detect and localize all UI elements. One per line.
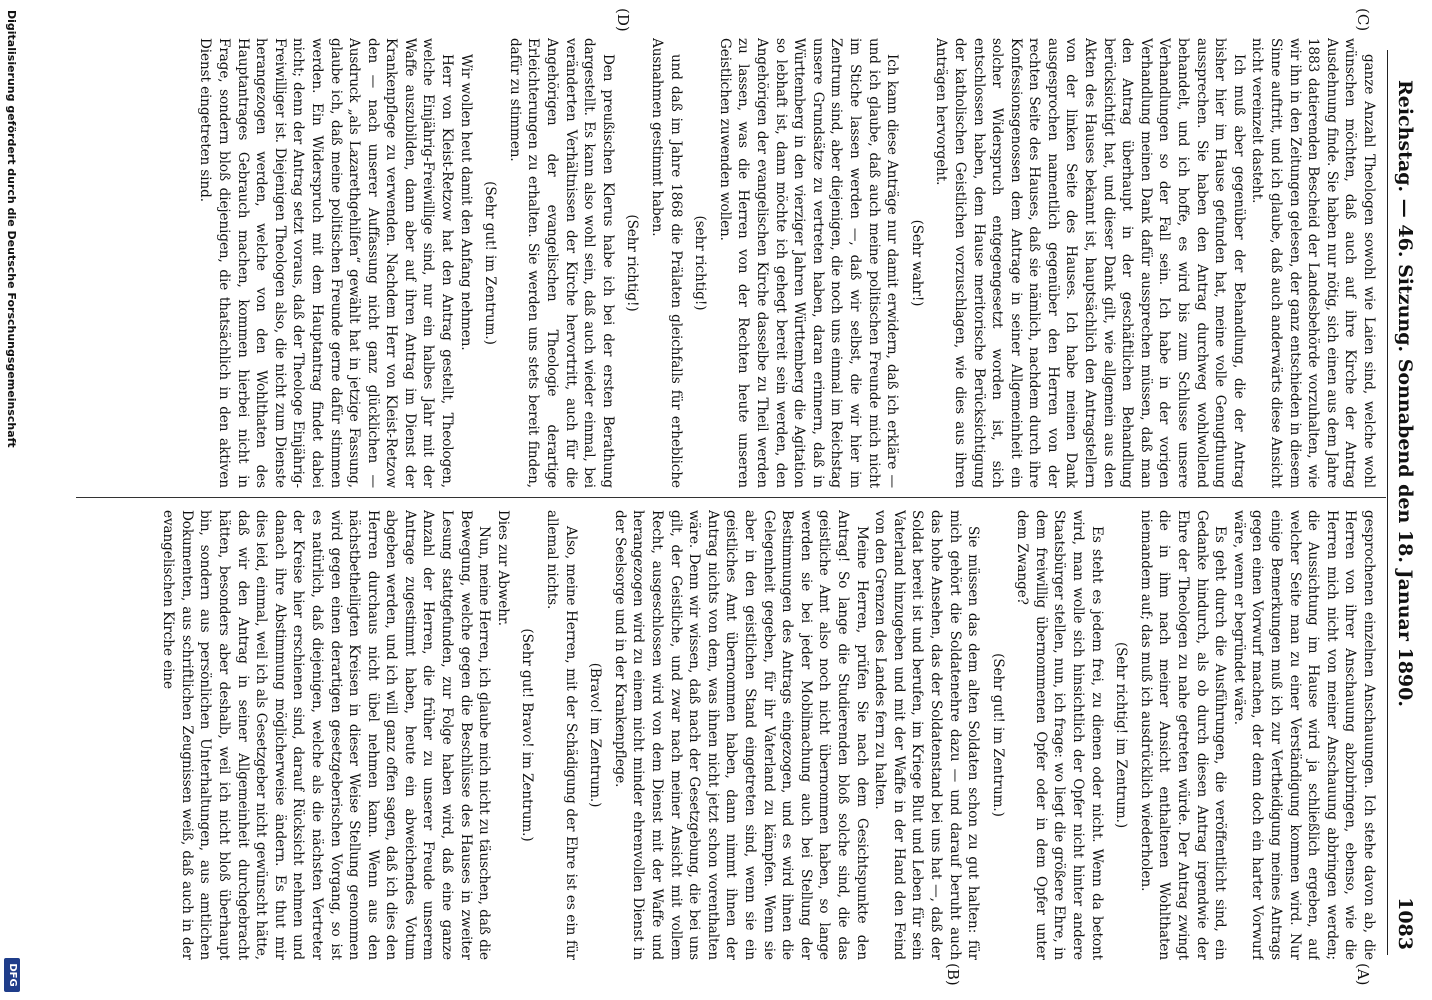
running-header [1388, 40, 1424, 960]
dfg-logo: DFG [4, 958, 20, 992]
margin-marker-d: (D) [614, 8, 632, 32]
margin-marker-a: (A) [1354, 963, 1372, 986]
right-column-interjection: (Sehr gut! Bravo! im Zentrum.) [519, 628, 536, 842]
right-column-paragraph: Also, meine Herren, mit der Schädigung der Ehre ist es ein für allemal nichts. [544, 510, 579, 960]
left-column-paragraph: Herr von Kleist-Retzow hat den Antrag gestellt, Theologen, welche Einjährig-Freiwillige sind, nur ein halbes Jahr mit der Waffe auszubilden, dann aber auf ihren Antrag im Dienst der Krankenpflege zu verwenden. Nachdem Herr von Kleist-Retzow den — nach unserer Auffassung nicht ganz glücklichen — Ausdruck „als Lazarethgehilfen“ gewählt hat in jetzige Fassung, glaube ich, daß meine politischen Freunde gerne dafür stimmen werden. Ein Widerspruch mit dem Hauptantrag findet dabei nicht; denn der Antrag setzt voraus, daß der Theologe Einjährig-Freiwilliger ist. Diejenigen Theologen also, die nicht zum Dienste herangezogen werden, welche von den Wohlthaten des Hauptantrages Gebrauch machen, kommen hierbei nicht in Frage, sondern bloß diejenigen, die thatsächlich in den aktiven Dienst eingetreten sind. [197, 38, 456, 488]
right-column-paragraph: Es steht es jedem frei, zu dienen oder nicht. Wenn da betont wird, man wolle sich hinsichtlich der Opfer nicht hinter andere Staatsbürger stellen, nun, ich frage: wo liegt die größere Ehre, in dem freiwillig übernommenen Opfer oder in dem Opfer unter dem Zwange? [1014, 510, 1105, 960]
left-column-paragraph: Ich muß aber gegenüber der Behandlung, die der Antrag bisher hier im Hause gefunden hat, meine volle Genugthuung aussprechen. Sie haben den Antrag durchweg wohlwollend behandelt, und ich hoffe, es wird bis zum Schlusse unsere Verhandlungen so der Fall sein. Ich habe in der vorigen Verhandlung meinen Dank dafür aussprechen müssen, daß man den Antrag überhaupt in der geschäftlichen Behandlung berücksichtigt hat, und dieser Dank gilt, wie allgemein aus den Akten des Hauses bekannt ist, hauptsächlich den Antragstellern von der linken Seite des Hauses. Ich habe meinen Dank ausgesprochen namentlich gegenüber den Herren von der rechten Seite des Hauses, daß sie nämlich, nachdem durch ihre Konfessionsgenossen dem Antrage in seiner Allgemeinheit ein solcher Widerspruch entgegengesetzt worden ist, sich entschlossen haben, dem Hause meritorische Berücksichtigung der katholischen Geistlichen vorzuschlagen, wie dies aus ihren Anträgen hervorgeht. [933, 38, 1247, 488]
left-column-interjection: (Sehr richtig!) [624, 214, 641, 312]
header-title: Reichstag. — 46. Sitzung. Sonnabend den 18. Januar 1890. [1394, 80, 1416, 707]
margin-marker-c: (C) [1354, 8, 1372, 32]
right-column-paragraph: gesprochenen einzelnen Anschauungen. Ich stehe davon ab, die Herren von ihrer Anschauung abzubringen, ebenso, wie die Herren mich nicht von meiner Anschauung abbringen werden; die Aussichtung im Hause wird ja schließlich ergeben, auf welcher Seite man zu einer Verständigung kommen wird. Nur einige Bemerkungen muß ich zur Vertheidigung meines Antrags gegen einen Vorwurf machen, der denn doch ein harter Vorwurf wäre, wenn er begründet wäre. [1230, 510, 1377, 960]
page-number: 1083 [1394, 897, 1416, 950]
right-column-paragraph: Dies zur Abwehr. [494, 510, 511, 627]
right-column-interjection: (Sehr richtig! im Zentrum.) [1113, 641, 1130, 829]
right-column-interjection: (Bravo! im Zentrum.) [587, 662, 604, 808]
left-column-interjection: (sehr richtig!) [692, 215, 709, 311]
footer-text: Digitalisierung gefördert durch die Deutsche Forschungsgemeinschaft [5, 10, 18, 448]
right-column-paragraph: Nun, meine Herren, ich glaube mich nicht zu täuschen, daß die Bewegung, welche gegen die Beschlüsse des Hauses in zweiter Lesung stattgefunden, zur Folge haben wird, daß eine ganze Anzahl der Herren, die früher zu unserer Freude unserem Antrage zugestimmt haben, heute ein abweichendes Votum abgeben werden, und ich will ganz offen sagen, daß ich dies den Herren durchaus nicht übel nehmen kann. Wenn aus den nächstbetheiligten Kreisen in dieser Weise Stellung genommen wird gegen einen derartigen gesetzgeberischen Vorgang, so ist es natürlich, daß diejenigen, welche als die nächsten Vertreter der Kreise hier erschienen sind, darauf Rücksicht nehmen und danach ihre Abstimmung möglicherweise ändern. Es thut mir dies leid, einmal, weil ich als Gesetzgeber nicht gewünscht hätte, daß wir den Antrag in seiner Allgemeinheit durchgebracht hätten, besonders aber deshalb, weil ich nicht bloß überhaupt bin, sondern aus persönlichen Unterhaltungen, aus amtlichen Dokumenten, aus schriftlichen Zeugnissen weiß, daß auch in der evangelischen Kirche eine [160, 510, 493, 960]
right-column-paragraph: Es geht durch die Ausführungen, die veröffentlicht sind, ein Gedanke hindurch, als ob durch diesen Antrag irgendwie der Ehre der Theologen zu nahe getreten würde. Der Antrag zwingt die in ihm nach meiner Ansicht enthaltenen Wohlthaten niemandem auf; das muß ich ausdrücklich wiederholen. [1137, 510, 1229, 960]
left-column-paragraph: und daß im Jahre 1868 die Prälaten gleichfalls für erhebliche Ausnahmen gestimmt haben. [649, 38, 684, 488]
right-text-column [68, 510, 1378, 960]
left-column-paragraph: Ich kann diese Anträge nur damit erwidern, daß ich erkläre — und ich glaube, daß auch meine politischen Freunde mich nicht im Stiche lassen werden —, daß wir selbst, die wir hier im Zentrum sind, aber diejenigen, die noch uns einmal im Reichstag unsere Grundsätze zu vertreten haben, daran erinnern, daß in Württemberg in den vierziger Jahren Württemberg die Agitation so lebhaft ist, dann möchte ich gehegt bereit sein werden, den Angehörigen der evangelischen Kirche dasselbe zu Theil werden zu lassen, was die Herren von der Rechten heute unseren Geistlichen zuwenden wollen. [716, 38, 901, 488]
left-column-interjection: (Sehr gut! im Zentrum.) [482, 181, 499, 345]
digitization-credit [0, 0, 22, 1000]
left-column-paragraph: Den preußischen Klerus habe ich bei der ersten Berathung dargestellt. Es kann also wohl sein, daß auch wieder einmal, bei veränderten Verhältnissen der Kirche hervortritt, auch für die Angehörigen der evangelischen Theologie derartige Erleichterungen zu erhalten. Sie werden uns stets bereit finden, dafür zu stimmen. [506, 38, 616, 488]
header-rule [1387, 50, 1388, 955]
right-column-paragraph: Sie müssen das dem alten Soldaten schon zu gut halten: für mich gehört die Soldatenehre dazu — und darauf beruht auch das hohe Ansehen, das der Soldatenstand bei uns hat —, daß der Soldat bereit ist und berufen, im Kriege Blut und Leben für sein Vaterland hinzugeben und mit der Waffe in der Hand den Feind von den Grenzen des Landes fern zu halten. [872, 510, 982, 960]
column-divider [76, 497, 1386, 498]
left-text-column [68, 38, 1378, 488]
left-column-interjection: (Sehr wahr!) [908, 219, 925, 307]
margin-marker-b: (B) [944, 963, 962, 986]
left-column-paragraph: Wir wollen heut damit den Anfang nehmen. [457, 54, 474, 351]
right-column-interjection: (Sehr gut! im Zentrum.) [989, 653, 1006, 817]
left-column-paragraph: ganze Anzahl Theologen sowohl wie Laien sind, welche wohl wünschen möchten, daß auch auf ihre Kirche der Antrag Ausdehnung finde. Sie haben nur nötig, sich einen aus dem Jahre 1883 datierenden Bescheid der Landesbehörde vorzuhalten, wie wir ihn in den Zeitungen gelesen, der ganz entschieden in diesem Sinne auftritt, und ich glaube, daß auch anderwärts diese Ansicht nicht vereinzelt dasteht. [1249, 38, 1377, 488]
right-column-paragraph: Meine Herren, prüfen Sie nach dem Gesichtspunkte den Antrag! So lange die Studierenden bloß solche sind, die das geistliche Amt also noch nicht übernommen haben, so lange werden sie bei jeder Mobilmachung auch bei Stellung der Bestimmungen des Antrags eingezogen, und es wird ihnen die Gelegenheit gegeben, für ihr Vaterland zu kämpfen. Wenn sie aber in den geistlichen Stand eingetreten sind, wenn sie ein geistliches Amt übernommen haben, dann nimmt ihnen der Antrag nichts von dem, was ihnen nicht jetzt schon vorenthalten wäre. Denn wir wissen, daß nach der Gesetzgebung, die bei uns gilt, der Geistliche, und zwar nach meiner Ansicht mit vollem Recht, ausgeschlossen wird von dem Dienst mit der Waffe und herangezogen wird zu einem nicht minder ehrenvollen Dienst in der Seelsorge und in der Krankenpflege. [611, 510, 870, 960]
